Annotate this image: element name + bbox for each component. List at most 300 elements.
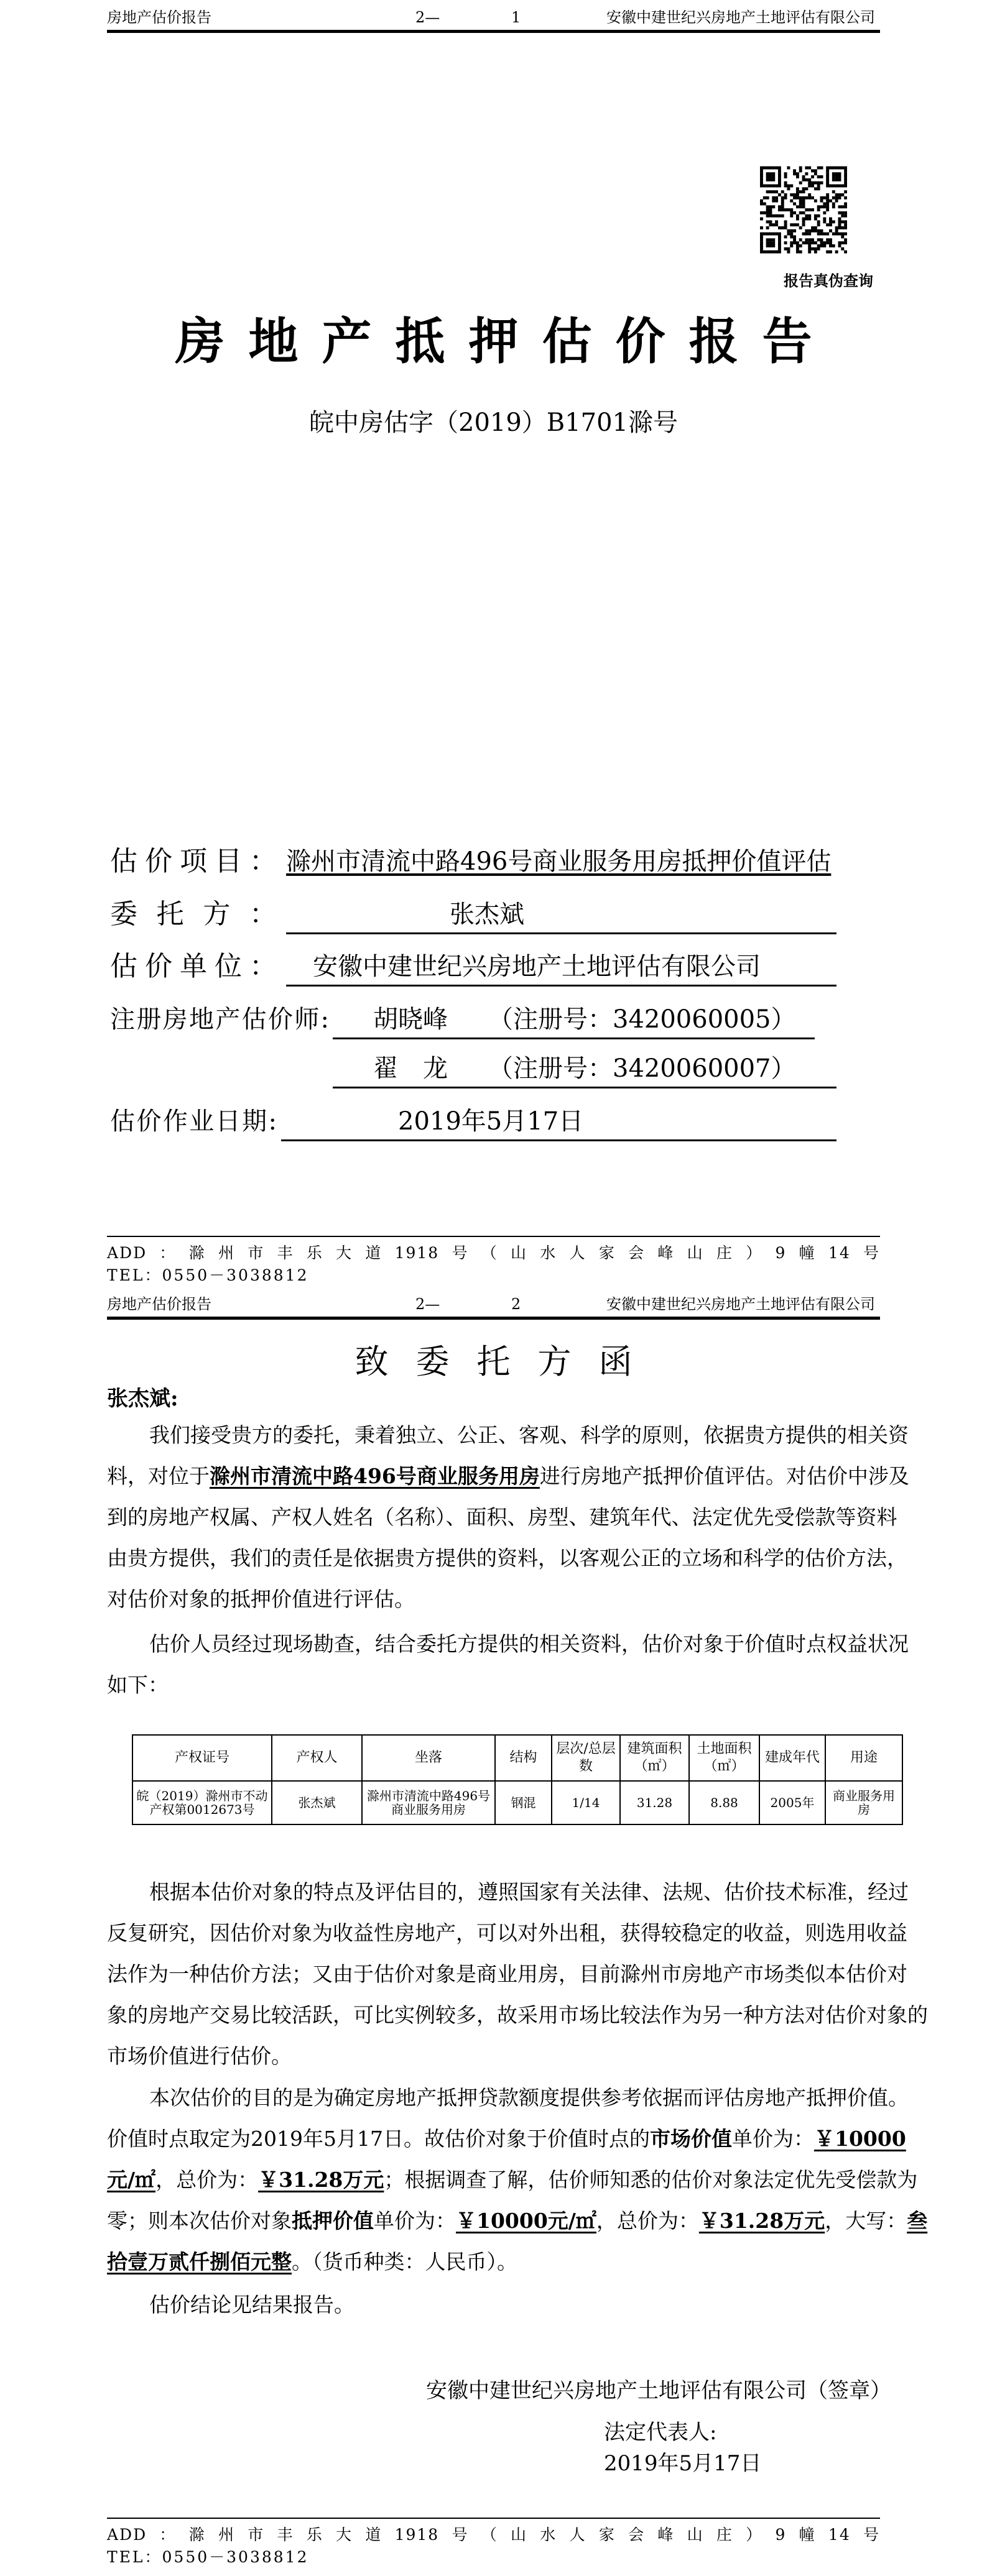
qr-module — [790, 184, 793, 187]
qr-module — [835, 200, 838, 203]
qr-module — [769, 172, 772, 175]
qr-module — [781, 205, 784, 208]
paragraph-line — [107, 1665, 880, 1706]
qr-module — [769, 211, 772, 214]
qr-module — [808, 247, 811, 251]
qr-module — [790, 229, 793, 232]
qr-module — [793, 193, 796, 196]
qr-module — [832, 220, 835, 223]
qr-module — [844, 190, 847, 193]
text-segment: 本次估价的目的是为确定房地产抵押贷款额度提供参考依据而评估房地产抵押价值。 — [149, 2086, 909, 2110]
qr-module — [775, 200, 778, 203]
qr-module — [784, 184, 787, 187]
qr-module — [793, 169, 796, 172]
qr-module — [823, 205, 826, 208]
paragraph-line — [107, 2118, 906, 2160]
paragraph-line — [107, 1579, 880, 1620]
paragraph-line — [107, 2242, 880, 2283]
qr-module — [784, 175, 787, 178]
qr-module — [811, 238, 814, 241]
qr-module — [808, 178, 811, 182]
qr-module — [793, 202, 796, 205]
qr-module — [760, 232, 763, 236]
paragraph-line — [107, 2160, 918, 2201]
qr-module — [817, 182, 820, 185]
qr-module — [787, 251, 790, 254]
qr-module — [760, 182, 763, 185]
qr-module — [838, 226, 841, 229]
text-segment: 对估价对象的抵押价值进行评估。 — [107, 1587, 415, 1611]
qr-module — [769, 244, 772, 247]
qr-module — [772, 196, 775, 200]
qr-module — [799, 196, 802, 200]
qr-module — [823, 244, 826, 247]
qr-module — [760, 251, 763, 254]
qr-module — [781, 190, 784, 193]
qr-module — [775, 184, 778, 187]
footer-phone: TEL：0550－3038812 — [107, 1266, 309, 1284]
qr-module — [781, 226, 784, 229]
qr-module — [838, 218, 841, 221]
paragraph-line — [107, 1624, 909, 1665]
qr-module — [766, 196, 769, 200]
qr-module — [844, 238, 847, 241]
qr-module — [820, 241, 823, 244]
qr-module — [799, 238, 802, 241]
qr-module — [838, 241, 841, 244]
paragraph-line — [107, 1913, 907, 1954]
qr-module — [823, 232, 826, 236]
qr-module — [817, 214, 820, 218]
paragraph-line — [107, 2201, 928, 2242]
qr-module — [799, 202, 802, 205]
qr-module — [817, 232, 820, 236]
qr-module — [817, 187, 820, 190]
qr-module — [844, 175, 847, 178]
qr-module — [787, 184, 790, 187]
text-segment: 。（货币种类：人民币）。 — [292, 2250, 517, 2274]
signature-legal-rep: 法定代表人: — [604, 2420, 717, 2445]
qr-module — [802, 175, 805, 178]
qr-module — [790, 232, 793, 236]
header-page-number: 2 — [511, 1295, 521, 1313]
qr-module — [802, 223, 805, 226]
field-label: 估价单位： — [110, 950, 277, 982]
qr-module — [832, 232, 835, 236]
qr-module — [817, 220, 820, 223]
qr-module — [814, 218, 817, 221]
column-header: 坐落 — [362, 1735, 495, 1781]
qr-module — [829, 251, 832, 254]
qr-module — [838, 211, 841, 214]
header-company: 安徽中建世纪兴房地产土地评估有限公司 — [606, 9, 875, 26]
page-footer — [107, 1236, 880, 1287]
qr-module — [766, 244, 769, 247]
qr-module — [844, 220, 847, 223]
letter-title: 致委托方函 — [354, 1342, 660, 1381]
qr-module — [784, 172, 787, 175]
qr-module — [793, 236, 796, 239]
qr-module — [814, 247, 817, 251]
qr-module — [844, 178, 847, 182]
qr-module — [811, 184, 814, 187]
qr-module — [772, 241, 775, 244]
qr-module — [826, 178, 829, 182]
qr-module — [844, 214, 847, 218]
qr-module — [766, 241, 769, 244]
qr-module — [772, 200, 775, 203]
qr-module — [832, 172, 835, 175]
letter-salutation: 张杰斌: — [107, 1386, 178, 1411]
column-header: 层次/总层数 — [552, 1735, 620, 1781]
qr-module — [826, 251, 829, 254]
qr-module — [835, 229, 838, 232]
qr-module — [793, 238, 796, 241]
table-cell: 皖（2019）滁州市不动产权第0012673号 — [132, 1781, 272, 1824]
header-company: 安徽中建世纪兴房地产土地评估有限公司 — [606, 1295, 875, 1313]
qr-module — [799, 169, 802, 172]
qr-module — [775, 190, 778, 193]
text-segment: ，总价为： — [155, 2168, 259, 2192]
text-segment: 由贵方提供，我们的责任是依据贵方提供的资料，以客观公正的立场和科学的估价方法， — [107, 1546, 907, 1570]
table-cell: 商业服务用房 — [825, 1781, 902, 1824]
appraiser-reg-no: （注册号：3420060007） — [488, 1054, 796, 1083]
qr-module — [841, 232, 844, 236]
qr-module — [844, 182, 847, 185]
qr-module — [769, 190, 772, 193]
qr-module — [760, 247, 763, 251]
qr-module — [817, 223, 820, 226]
qr-module — [796, 205, 799, 208]
qr-module — [772, 175, 775, 178]
qr-module — [835, 193, 838, 196]
qr-module — [829, 229, 832, 232]
qr-module — [841, 236, 844, 239]
qr-module — [769, 223, 772, 226]
qr-module — [787, 167, 790, 170]
qr-module — [814, 229, 817, 232]
qr-module — [772, 205, 775, 208]
qr-module — [772, 190, 775, 193]
qr-module — [826, 169, 829, 172]
footer-address: ADD：滁州市丰乐大道1918号（山水人家会峰山庄）9幢14号 — [107, 2526, 880, 2544]
qr-module — [811, 175, 814, 178]
qr-module — [826, 196, 829, 200]
qr-module — [766, 220, 769, 223]
qr-module — [826, 184, 829, 187]
column-header: 建成年代 — [759, 1735, 825, 1781]
emphasized-text: ￥10000 — [813, 2127, 906, 2151]
qr-module — [799, 226, 802, 229]
qr-module — [790, 223, 793, 226]
qr-module — [808, 241, 811, 244]
qr-module — [820, 175, 823, 178]
qr-module — [772, 238, 775, 241]
qr-module — [760, 167, 763, 170]
qr-module — [760, 218, 763, 221]
field-unit — [0, 947, 987, 986]
qr-module — [814, 182, 817, 185]
header-page-prefix: 2— — [415, 1295, 440, 1313]
qr-module — [820, 232, 823, 236]
text-segment: 价值时点取定为2019年5月17日。故估价对象于价值时点的 — [107, 2127, 650, 2151]
table-cell: 8.88 — [689, 1781, 759, 1824]
qr-module — [760, 226, 763, 229]
qr-module — [790, 241, 793, 244]
qr-module — [802, 200, 805, 203]
qr-module — [826, 193, 829, 196]
qr-module — [811, 182, 814, 185]
qr-module — [829, 200, 832, 203]
text-segment: 象的房地产交易比较活跃，可比实例较多，故采用市场比较法作为另一种方法对估价对象的 — [107, 2003, 928, 2027]
qr-module — [814, 226, 817, 229]
qr-module — [841, 193, 844, 196]
qr-module — [778, 169, 781, 172]
field-label: 注册房地产估价师: — [110, 1005, 329, 1034]
text-segment: 市场价值进行估价。 — [107, 2044, 292, 2068]
qr-module — [790, 193, 793, 196]
qr-module — [793, 229, 796, 232]
qr-module — [823, 196, 826, 200]
qr-module — [805, 208, 808, 211]
text-segment: 法作为一种估价方法；又由于估价对象是商业用房，目前滁州市房地产市场类似本估价对 — [107, 1962, 907, 1986]
qr-module — [766, 172, 769, 175]
qr-module — [778, 251, 781, 254]
qr-module — [838, 244, 841, 247]
qr-module — [814, 169, 817, 172]
text-segment: 如下： — [107, 1673, 169, 1697]
qr-module — [766, 184, 769, 187]
qr-module — [808, 229, 811, 232]
letter-paragraph — [107, 2284, 880, 2325]
qr-module — [808, 232, 811, 236]
qr-module — [817, 175, 820, 178]
qr-module — [763, 211, 766, 214]
property-table — [132, 1734, 903, 1825]
qr-module — [790, 214, 793, 218]
qr-module — [781, 200, 784, 203]
qr-module — [796, 175, 799, 178]
qr-module — [808, 244, 811, 247]
qr-module — [766, 238, 769, 241]
qr-module — [814, 187, 817, 190]
qr-module — [829, 238, 832, 241]
qr-module — [835, 167, 838, 170]
text-segment: ，总价为： — [596, 2209, 699, 2233]
qr-module — [808, 238, 811, 241]
qr-module — [829, 223, 832, 226]
paragraph-line — [107, 1456, 909, 1497]
qr-module — [760, 211, 763, 214]
qr-module — [829, 167, 832, 170]
qr-module — [811, 241, 814, 244]
qr-module — [835, 226, 838, 229]
qr-module — [760, 236, 763, 239]
qr-module — [808, 167, 811, 170]
qr-module — [808, 184, 811, 187]
qr-module — [841, 184, 844, 187]
qr-module — [826, 167, 829, 170]
emphasized-text: 滁州市清流中路496号商业服务用房 — [210, 1464, 540, 1488]
letter-paragraph — [107, 1624, 909, 1706]
qr-module — [778, 232, 781, 236]
qr-module — [769, 232, 772, 236]
qr-code-icon — [760, 165, 847, 255]
qr-module — [841, 214, 844, 218]
qr-module — [844, 241, 847, 244]
qr-module — [817, 244, 820, 247]
text-segment: ，大写： — [825, 2209, 907, 2233]
qr-module — [787, 232, 790, 236]
qr-module — [805, 218, 808, 221]
column-header: 建筑面积（㎡） — [620, 1735, 689, 1781]
qr-module — [796, 172, 799, 175]
qr-module — [778, 214, 781, 218]
paragraph-line — [107, 2284, 880, 2325]
table-cell: 2005年 — [759, 1781, 825, 1824]
qr-module — [775, 223, 778, 226]
qr-module — [838, 193, 841, 196]
qr-module — [778, 208, 781, 211]
text-segment: 反复研究，因估价对象为收益性房地产，可以对外出租，获得较稳定的收益，则选用收益 — [107, 1921, 907, 1945]
qr-module — [829, 220, 832, 223]
qr-module — [790, 200, 793, 203]
paragraph-line — [107, 1497, 897, 1538]
field-value: 滁州市清流中路496号商业服务用房抵押价值评估 — [286, 847, 832, 876]
qr-module — [808, 196, 811, 200]
qr-module — [811, 208, 814, 211]
qr-module — [769, 167, 772, 170]
qr-module — [769, 205, 772, 208]
emphasized-text: ￥31.28万元 — [258, 2168, 384, 2192]
qr-module — [760, 178, 763, 182]
qr-module — [802, 205, 805, 208]
qr-module — [802, 232, 805, 236]
qr-module — [844, 223, 847, 226]
qr-module — [784, 182, 787, 185]
text-segment: 到的房地产权属、产权人姓名（名称）、面积、房型、建筑年代、法定优先受偿款等资料 — [107, 1505, 897, 1529]
qr-module — [802, 187, 805, 190]
qr-module — [769, 241, 772, 244]
qr-module — [841, 247, 844, 251]
text-segment: 料，对位于 — [107, 1464, 210, 1488]
appraiser-reg-no: （注册号：3420060005） — [488, 1005, 796, 1034]
qr-module — [805, 229, 808, 232]
text-segment: 单价为： — [374, 2209, 456, 2233]
emphasized-text: ￥10000元/㎡ — [456, 2209, 596, 2233]
text-segment: 进行房地产抵押价值评估。对估价中涉及 — [539, 1464, 909, 1488]
qr-module — [841, 241, 844, 244]
qr-module — [826, 205, 829, 208]
qr-module — [814, 251, 817, 254]
field-label: 估价作业日期: — [110, 1107, 277, 1136]
qr-module — [793, 196, 796, 200]
paragraph-line — [107, 2077, 909, 2118]
qr-module — [817, 205, 820, 208]
letter-paragraph — [107, 1415, 909, 1620]
qr-module — [769, 214, 772, 218]
qr-module — [778, 193, 781, 196]
paragraph-line — [107, 1954, 907, 1995]
qr-module — [790, 236, 793, 239]
signature-company: 安徽中建世纪兴房地产土地评估有限公司（签章） — [426, 2378, 891, 2403]
qr-module — [787, 187, 790, 190]
qr-module — [814, 214, 817, 218]
field-client — [0, 895, 987, 934]
qr-module — [820, 205, 823, 208]
qr-module — [841, 220, 844, 223]
qr-module — [817, 184, 820, 187]
qr-module — [838, 220, 841, 223]
qr-module — [766, 232, 769, 236]
qr-module — [778, 172, 781, 175]
qr-module — [844, 232, 847, 236]
qr-module — [835, 178, 838, 182]
qr-module — [784, 226, 787, 229]
qr-module — [838, 232, 841, 236]
qr-module — [766, 167, 769, 170]
table-cell: 31.28 — [620, 1781, 689, 1824]
table-row — [132, 1781, 902, 1824]
column-header: 用途 — [825, 1735, 902, 1781]
qr-module — [817, 229, 820, 232]
qr-module — [772, 251, 775, 254]
qr-module — [796, 223, 799, 226]
qr-module — [844, 211, 847, 214]
qr-module — [820, 182, 823, 185]
qr-module — [787, 208, 790, 211]
field-value: 安徽中建世纪兴房地产土地评估有限公司 — [313, 952, 761, 981]
qr-module — [766, 226, 769, 229]
qr-module — [811, 169, 814, 172]
qr-module — [778, 247, 781, 251]
qr-module — [760, 241, 763, 244]
qr-module — [760, 169, 763, 172]
qr-module — [796, 214, 799, 218]
qr-module — [778, 175, 781, 178]
qr-module — [766, 214, 769, 218]
qr-module — [778, 205, 781, 208]
qr-module — [760, 172, 763, 175]
qr-module — [799, 205, 802, 208]
qr-module — [796, 196, 799, 200]
qr-module — [769, 184, 772, 187]
table-header-row — [132, 1735, 902, 1781]
qr-module — [760, 175, 763, 178]
qr-module — [766, 208, 769, 211]
qr-module — [784, 236, 787, 239]
qr-module — [814, 200, 817, 203]
qr-module — [781, 214, 784, 218]
qr-module — [799, 200, 802, 203]
qr-module — [790, 211, 793, 214]
qr-module — [799, 182, 802, 185]
qr-module — [805, 187, 808, 190]
qr-module — [802, 178, 805, 182]
qr-module — [778, 167, 781, 170]
qr-module — [841, 167, 844, 170]
header-page-number: 1 — [511, 9, 521, 26]
qr-module — [775, 214, 778, 218]
qr-module — [817, 167, 820, 170]
qr-module — [838, 172, 841, 175]
qr-module — [769, 251, 772, 254]
qr-module — [793, 241, 796, 244]
qr-module — [772, 223, 775, 226]
qr-module — [766, 205, 769, 208]
qr-module — [778, 184, 781, 187]
qr-module — [832, 167, 835, 170]
